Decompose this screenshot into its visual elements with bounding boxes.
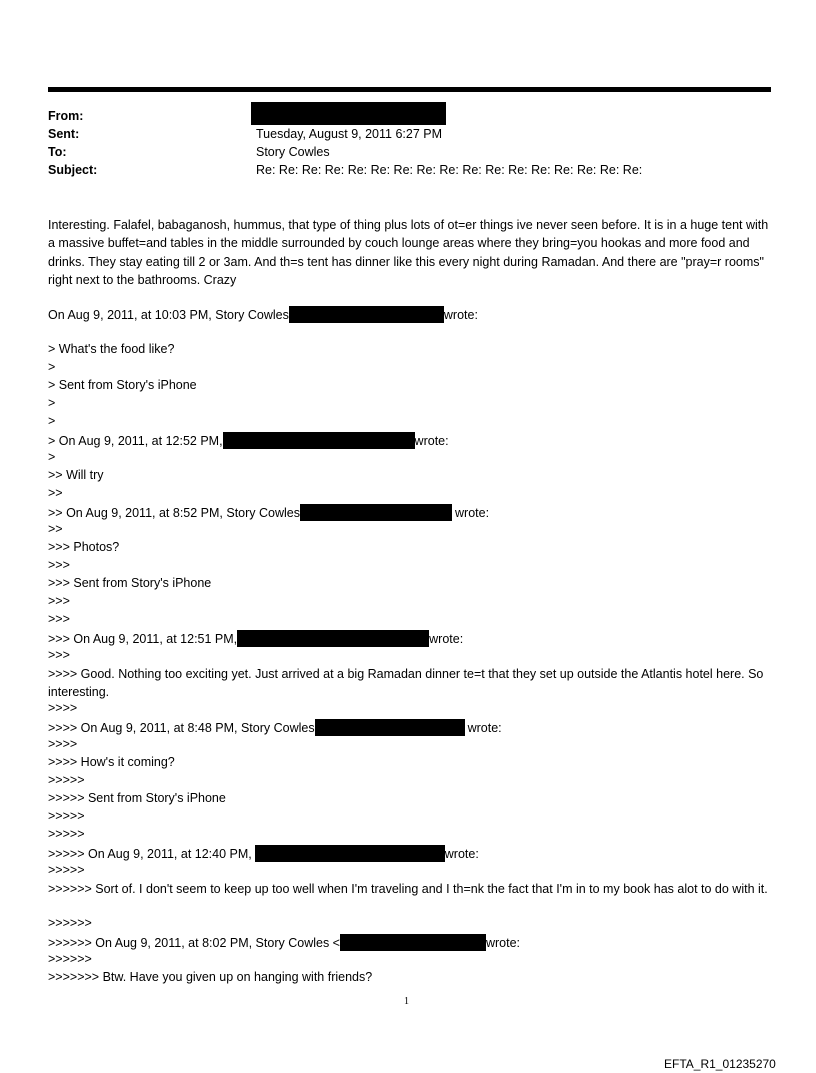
- quote-line: >>>>>>: [48, 916, 92, 930]
- quote-line: >: [48, 360, 56, 374]
- redaction: [223, 432, 415, 449]
- quote-header-line: [48, 432, 449, 449]
- quote-line: >>>>: [48, 737, 78, 751]
- quote-header-text: >>>>> On Aug 9, 2011, at 12:40 PM,: [48, 847, 252, 861]
- quote-line: >>>: [48, 648, 70, 662]
- redaction: [255, 845, 445, 862]
- quote-header-text: >> On Aug 9, 2011, at 8:52 PM, Story Cowles: [48, 506, 300, 520]
- quote-line: >>>>>: [48, 773, 85, 787]
- quote-header-text: >>>> On Aug 9, 2011, at 8:48 PM, Story Cowles: [48, 721, 315, 735]
- quote-line: >>>: [48, 558, 70, 572]
- quote-header-line: [48, 504, 489, 521]
- redaction: [237, 630, 429, 647]
- page-number: 1: [404, 996, 409, 1007]
- quote-line: >>>>> Sent from Story's iPhone: [48, 791, 226, 805]
- quote-header-text: >>>>>> On Aug 9, 2011, at 8:02 PM, Story Cowles <: [48, 936, 340, 950]
- sent-value: Tuesday, August 9, 2011 6:27 PM: [256, 127, 442, 141]
- quote-header-wrote: wrote:: [455, 506, 490, 520]
- quote-header-wrote: wrote:: [444, 847, 479, 861]
- quote-line: >: [48, 396, 56, 410]
- quote-line: >>>: [48, 612, 70, 626]
- quote-line: >> Will try: [48, 468, 104, 482]
- redaction: [340, 934, 486, 951]
- header-rule: [48, 87, 771, 92]
- document-id: EFTA_R1_01235270: [664, 1057, 776, 1071]
- quote-line: >: [48, 414, 56, 428]
- quote-header-wrote: wrote:: [443, 308, 478, 322]
- quote-header-line: [48, 630, 463, 647]
- quote-header-line: [48, 719, 502, 736]
- quote-header-line: [48, 934, 520, 951]
- quote-header-text: On Aug 9, 2011, at 10:03 PM, Story Cowles: [48, 308, 289, 322]
- quote-line-wrapped: >>>> Good. Nothing too exciting yet. Just arrived at a big Ramadan dinner te=t that they set up outside the Atlantis hotel here. So interesting.: [48, 667, 764, 699]
- quote-line: >>>>>>: [48, 952, 92, 966]
- redaction: [315, 719, 465, 736]
- from-label: From:: [48, 109, 84, 123]
- quote-line: >>>: [48, 594, 70, 608]
- redaction-from: [251, 102, 446, 125]
- quote-line: >>>>: [48, 701, 78, 715]
- quote-header-wrote: wrote:: [485, 936, 521, 950]
- redaction: [300, 504, 452, 521]
- quote-line: > Sent from Story's iPhone: [48, 378, 197, 392]
- quote-line: >>>>>>> Btw. Have you given up on hanging with friends?: [48, 970, 373, 984]
- sent-label: Sent:: [48, 127, 80, 141]
- quote-line-wrapped: >>>>>> Sort of. I don't seem to keep up too well when I'm traveling and I th=nk the fact that I'm in to my book has alot to do with it.: [48, 882, 768, 896]
- quote-header-line: [48, 306, 478, 323]
- to-value: Story Cowles: [256, 145, 330, 159]
- quote-header-wrote: wrote:: [429, 632, 464, 646]
- quote-line: >>>> How's it coming?: [48, 755, 175, 769]
- quote-line: >>: [48, 486, 63, 500]
- message-body-paragraph: Interesting. Falafel, babaganosh, hummus, that type of thing plus lots of ot=er things ive never seen before. It is in a huge tent with a massive buffet=and tables in the middle surrounded by couch lounge areas where they bring=you hookas and more food and drinks. They stay eating till 2 or 3am. And th=s tent has dinner like this every night during Ramadan. And there are "pray=r rooms" right next to the bathrooms. Crazy: [48, 218, 769, 287]
- quote-header-text: > On Aug 9, 2011, at 12:52 PM,: [48, 434, 223, 448]
- quote-header-wrote: wrote:: [467, 721, 502, 735]
- quote-line: > What's the food like?: [48, 342, 175, 356]
- quote-line: >>: [48, 522, 63, 536]
- quote-line: >>>>>: [48, 827, 85, 841]
- subject-value: Re: Re: Re: Re: Re: Re: Re: Re: Re: Re: Re: Re: Re: Re: Re: Re: Re:: [256, 163, 643, 177]
- subject-label: Subject:: [48, 163, 98, 177]
- to-label: To:: [48, 145, 67, 159]
- quote-line: >: [48, 450, 56, 464]
- quote-line: >>> Sent from Story's iPhone: [48, 576, 212, 590]
- quote-line: >>>>>: [48, 863, 85, 877]
- quote-header-line: [48, 845, 479, 862]
- quote-line: >>>>>: [48, 809, 85, 823]
- redaction: [289, 306, 444, 323]
- quote-header-wrote: wrote:: [414, 434, 449, 448]
- quote-header-text: >>> On Aug 9, 2011, at 12:51 PM,: [48, 632, 238, 646]
- quote-line: >>> Photos?: [48, 540, 120, 554]
